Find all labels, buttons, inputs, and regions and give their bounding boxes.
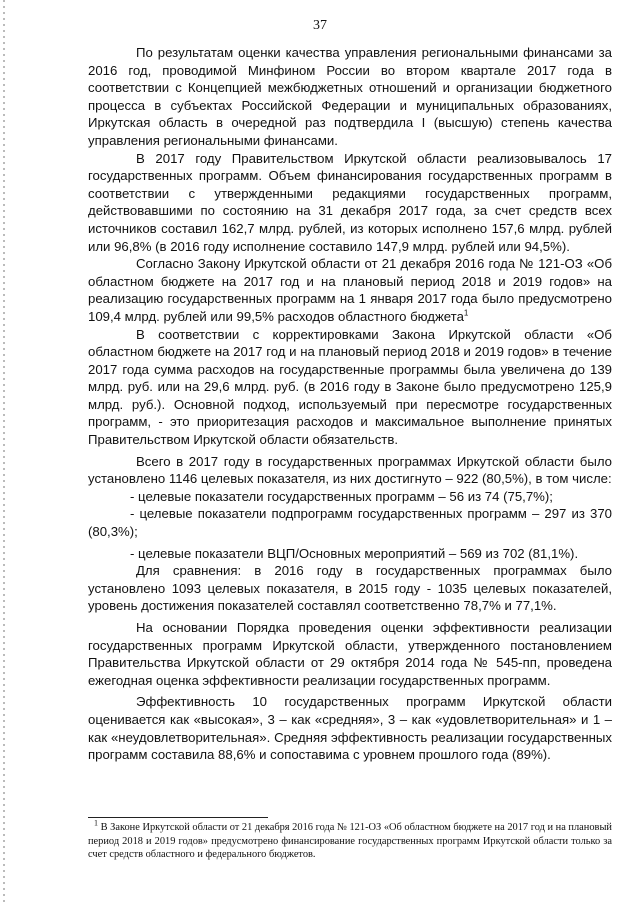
paragraph-evaluation-procedure: На основании Порядка проведения оценки эффективности реализации государственных программ Иркутской области, утвержденного постановлением Правительства Иркутской области от 29 октября 2014 года № 545-пп, проведена ежегодная оценка эффективности реализации государственных программ.	[88, 620, 612, 688]
footnote	[88, 818, 612, 862]
list-item-program-indicators: - целевые показатели государственных программ – 56 из 74 (75,7%);	[130, 488, 553, 504]
paragraph-budget-corrections: В соответствии с корректировками Закона Иркутской области «Об областном бюджете на 2017 год и на плановый период 2018 и 2019 годов» в течение 2017 года сумма расходов на государственные программы была увеличена до 139 млрд. руб. или на 29,6 млрд. руб. (в 2016 году в Законе было предусмотрено 125,9 млрд. руб.). Основной подход, используемый при пересмотре государственных программ, - это приоритезация расходов и максимальное выполнение принятых Правительством Иркутской области обязательств.	[88, 326, 612, 448]
paragraph-state-programs-financing: В 2017 году Правительством Иркутской области реализовывалось 17 государственных программ. Объем финансирования государственных программ в соответствии с утвержденными редакциями государственных программ, действовавшими по состоянию на 31 декабря 2017 года, за счет средств всех источников составил 162,7 млрд. рублей, из которых исполнено 157,6 млрд. рублей или 96,8% (в 2016 году исполнение составило 147,9 млрд. рублей или 94,5%).	[88, 150, 612, 254]
paragraph-comparison: Для сравнения: в 2016 году в государственных программах было установлено 1093 целевых показателя, в 2015 году - 1035 целевых показателей, уровень достижения показателей составлял соответственно 78,7% и 77,1%.	[88, 563, 612, 614]
footnote-text: В Законе Иркутской области от 21 декабря 2016 года № 121-ОЗ «Об областном бюджете на 2017 год и на плановый период 2018 и 2019 годов» предусмотрено финансирование государственных программ Иркутской области только за счет средств областного и федерального бюджетов.	[88, 822, 612, 861]
page-number: 37	[313, 18, 327, 33]
paragraph-target-indicators: Всего в 2017 году в государственных программах Иркутской области было установлено 1146 целевых показателя, из них достигнуто – 922 (80,5%), в том числе:	[88, 453, 612, 487]
list-item-subprogram-indicators: - целевые показатели подпрограмм государственных программ – 297 из 370 (80,3%);	[88, 506, 612, 540]
footnote-reference: 1	[463, 308, 469, 318]
footnote-separator	[88, 817, 268, 818]
paragraph-efficiency-results: Эффективность 10 государственных программ Иркутской области оценивается как «высокая», 3 – как «средняя», 3 – как «удовлетворительная» и 1 – как «неудовлетворительная». Средняя эффективность реализации государственных программ составила 88,6% и сопоставима с уровнем прошлого года (89%).	[88, 694, 612, 763]
footnote-marker: 1	[94, 818, 98, 828]
document-body	[88, 44, 612, 764]
scan-binding-edge	[3, 0, 5, 905]
paragraph-budget-law	[88, 255, 612, 325]
paragraph-budget-law-text: Согласно Закону Иркутской области от 21 декабря 2016 года № 121-ОЗ «Об областном бюджете на 2017 год и на плановый период 2018 и 2019 годов» на реализацию государственных программ на 1 января 2017 года было предусмотрено 109,4 млрд. рублей или 99,5% расходов областного бюджета	[88, 256, 612, 324]
list-item-measures-indicators: - целевые показатели ВЦП/Основных мероприятий – 569 из 702 (81,1%).	[130, 545, 579, 561]
paragraph-finance-quality: По результатам оценки качества управления региональными финансами за 2016 год, проводимой Минфином России во втором квартале 2017 года в соответствии с Концепцией межбюджетных отношений и организации бюджетного процесса в субъектах Российской Федерации и муниципальных образованиях, Иркутская область в очередной раз подтвердила I (высшую) степень качества управления региональными финансами.	[88, 45, 612, 148]
